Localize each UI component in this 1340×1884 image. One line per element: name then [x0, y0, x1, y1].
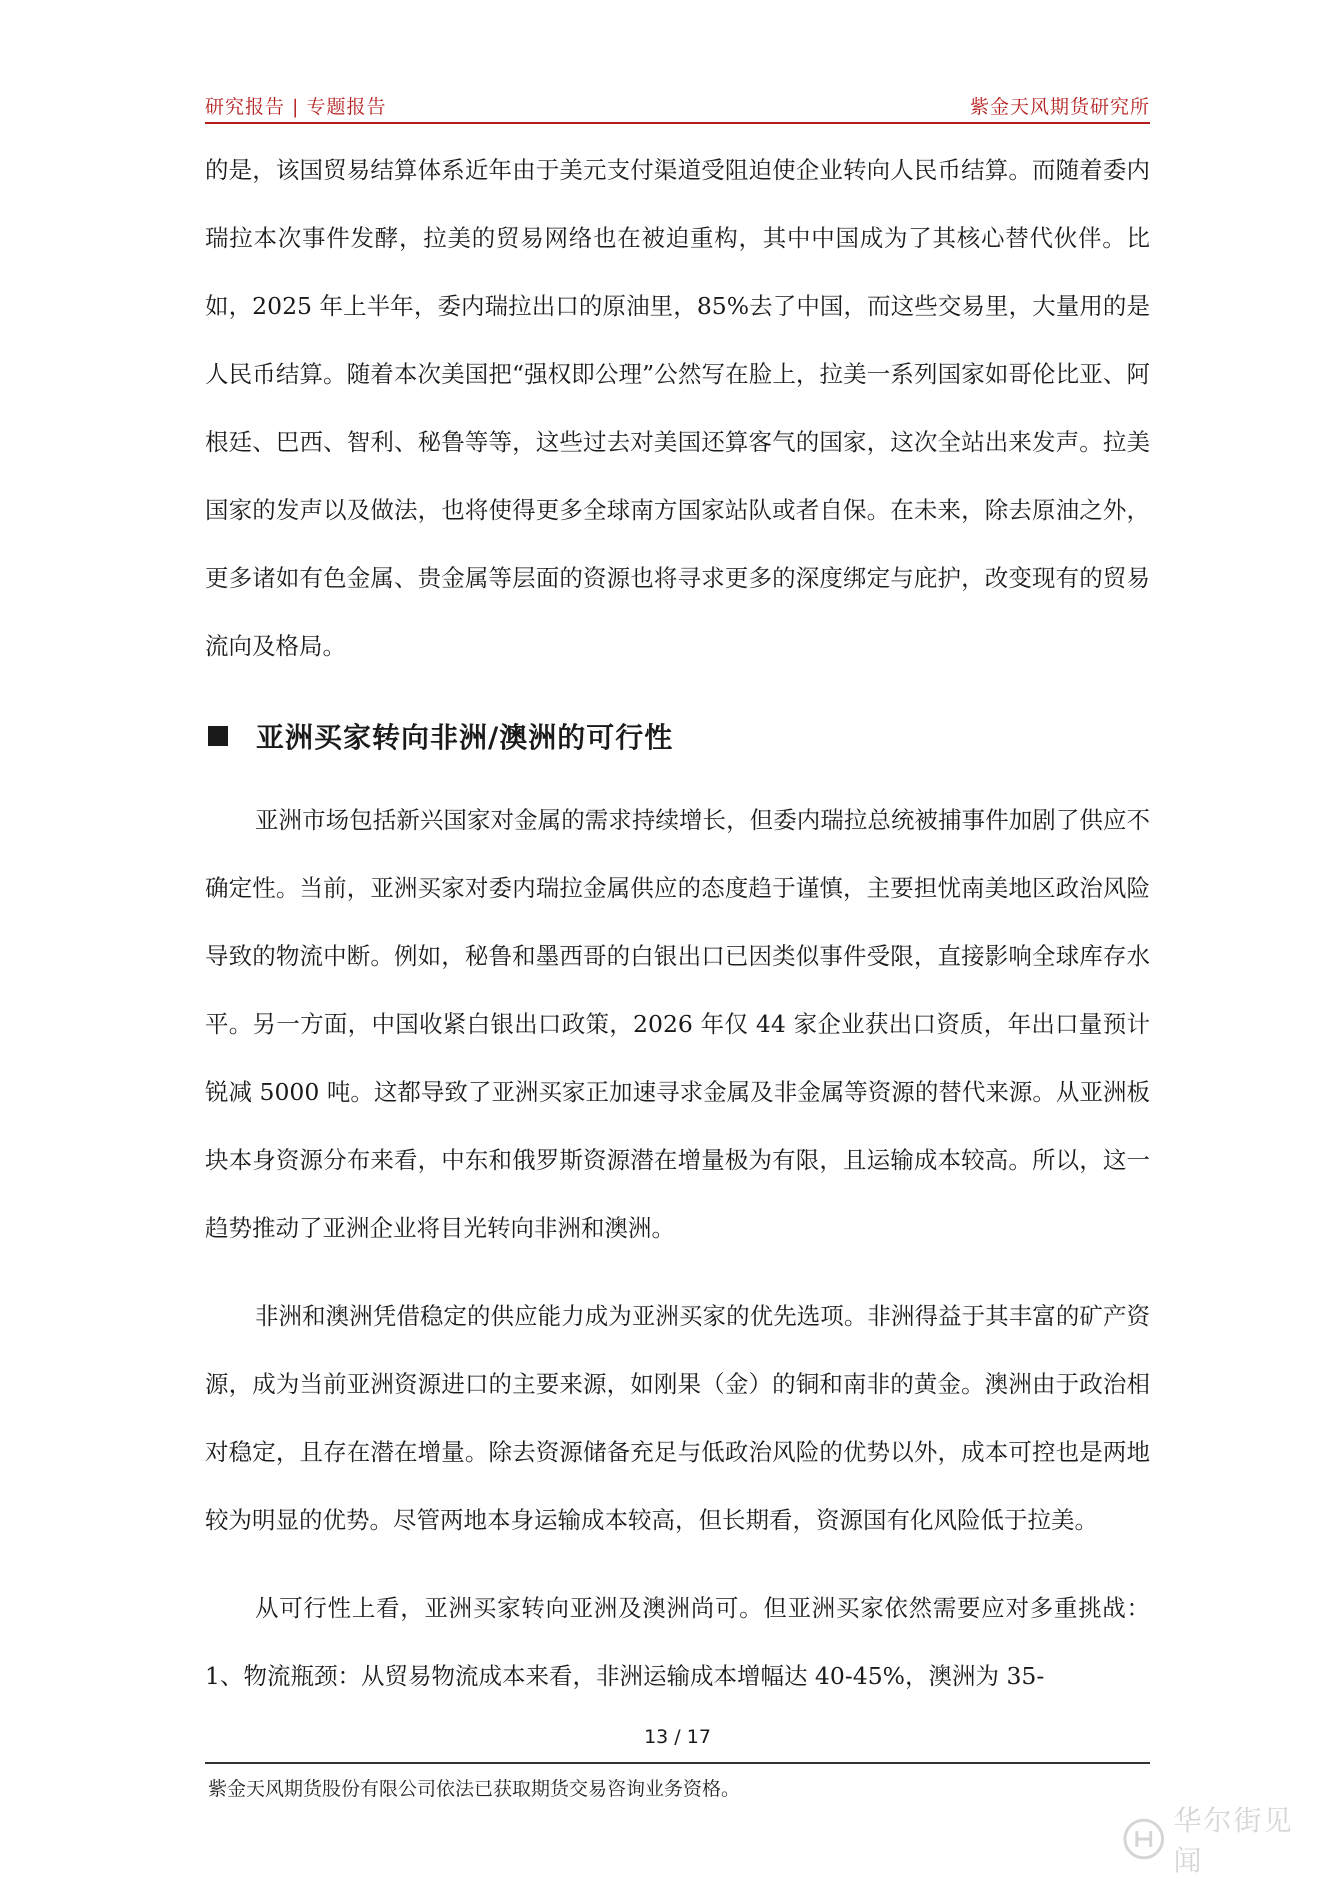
page-header [205, 88, 1150, 124]
footer-disclaimer: 紫金天风期货股份有限公司依法已获取期货交易咨询业务资格。 [208, 1778, 741, 1800]
paragraph-feasibility: 从可行性上看，亚洲买家转向亚洲及澳洲尚可。但亚洲买家依然需要应对多重挑战：1、物流瓶颈：从贸易物流成本来看，非洲运输成本增幅达 40-45%，澳洲为 35- [205, 1594, 1150, 1690]
watermark [1122, 1804, 1322, 1877]
paragraph-latam-trade: 的是，该国贸易结算体系近年由于美元支付渠道受阻迫使企业转向人民币结算。而随着委内瑞拉本次事件发酵，拉美的贸易网络也在被迫重构，其中中国成为了其核心替代伙伴。比如，2025 年上半年，委内瑞拉出口的原油里，85%去了中国，而这些交易里，大量用的是人民币结算。随着本次美国把“强权即公理”公然写在脸上，拉美一系列国家如哥伦比亚、阿根廷、巴西、智利、秘鲁等等，这些过去对美国还算客气的国家，这次全站出来发声。拉美国家的发声以及做法，也将使得更多全球南方国家站队或者自保。在未来，除去原油之外，更多诸如有色金属、贵金属等层面的资源也将寻求更多的深度绑定与庇护，改变现有的贸易流向及格局。 [205, 156, 1150, 660]
paragraph-africa-australia: 非洲和澳洲凭借稳定的供应能力成为亚洲买家的优先选项。非洲得益于其丰富的矿产资源，成为当前亚洲资源进口的主要来源，如刚果（金）的铜和南非的黄金。澳洲由于政治相对稳定，且存在潜在增量。除去资源储备充足与低政治风险的优势以外，成本可控也是两地较为明显的优势。尽管两地本身运输成本较高，但长期看，资源国有化风险低于拉美。 [205, 1302, 1150, 1534]
report-body [205, 136, 1150, 1710]
header-report-type: 研究报告 | 专题报告 [205, 96, 387, 118]
header-institute: 紫金天风期货研究所 [969, 96, 1150, 118]
section-heading [205, 706, 1150, 766]
watermark-logo-icon [1122, 1817, 1166, 1861]
paragraph-asia-demand: 亚洲市场包括新兴国家对金属的需求持续增长，但委内瑞拉总统被捕事件加剧了供应不确定性。当前，亚洲买家对委内瑞拉金属供应的态度趋于谨慎，主要担忧南美地区政治风险导致的物流中断。例如，秘鲁和墨西哥的白银出口已因类似事件受限，直接影响全球库存水平。另一方面，中国收紧白银出口政策，2026 年仅 44 家企业获出口资质，年出口量预计锐减 5000 吨。这都导致了亚洲买家正加速寻求金属及非金属等资源的替代来源。从亚洲板块本身资源分布来看，中东和俄罗斯资源潜在增量极为有限，且运输成本较高。所以，这一趋势推动了亚洲企业将目光转向非洲和澳洲。 [205, 806, 1150, 1242]
page-number: 13 / 17 [644, 1726, 711, 1748]
footer-divider [205, 1762, 1150, 1764]
section-heading-text: 亚洲买家转向非洲/澳洲的可行性 [256, 721, 674, 754]
watermark-text: 华尔街见闻 [1173, 1804, 1294, 1877]
heading-bullet-icon [208, 726, 228, 746]
